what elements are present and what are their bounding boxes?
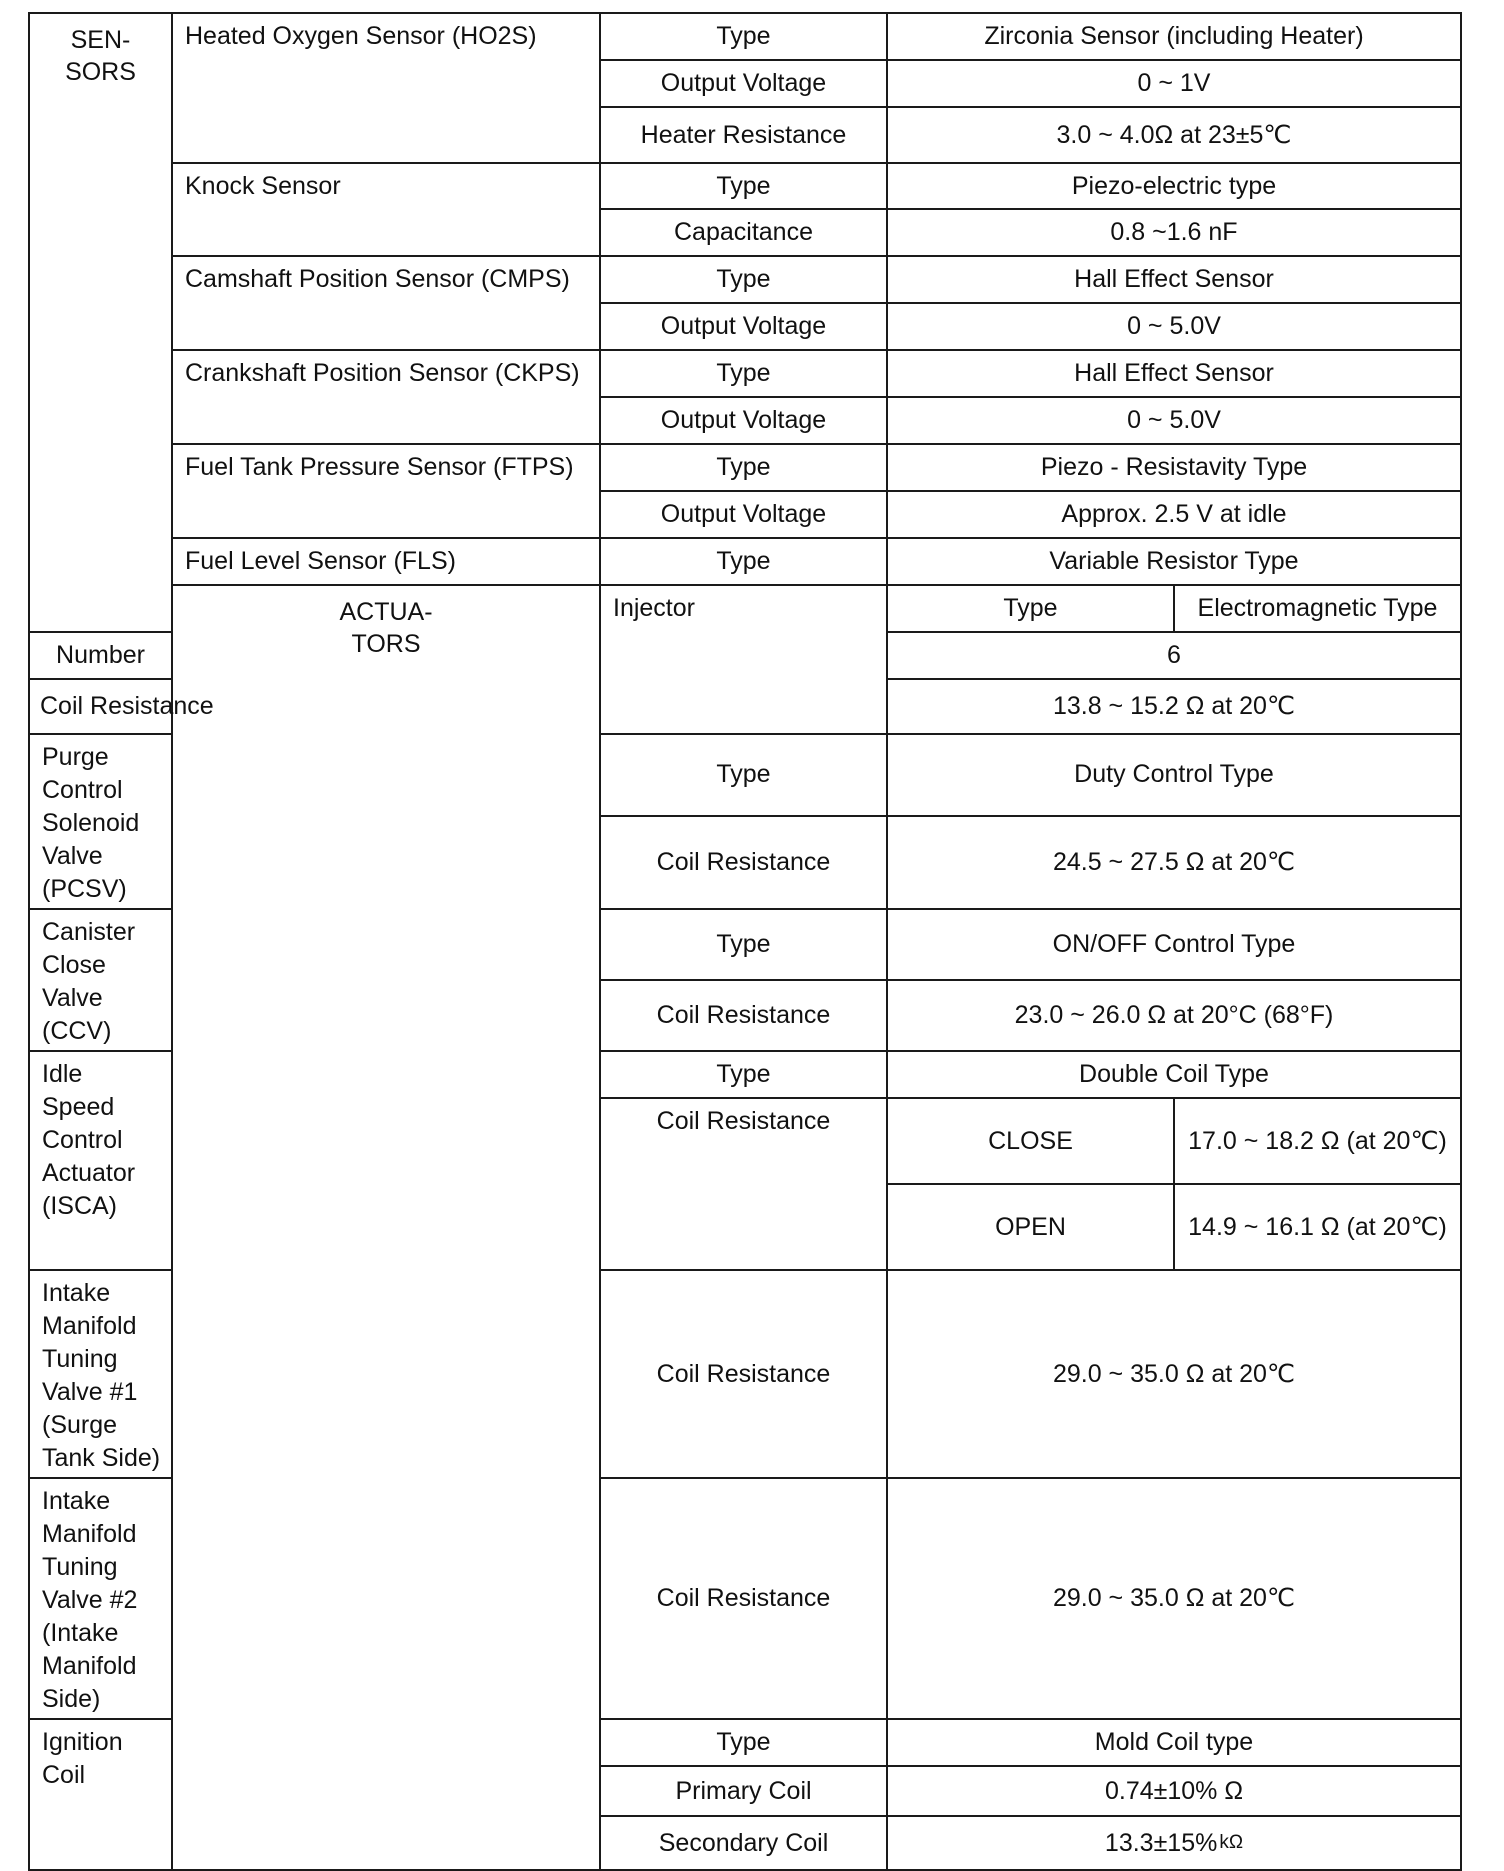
table-row: [29, 256, 1461, 303]
spec-item: Type: [600, 538, 887, 585]
component-name: Fuel Tank Pressure Sensor (FTPS): [172, 444, 600, 538]
spec-item: Type: [600, 444, 887, 491]
spec-item: Coil Resistance: [600, 1270, 887, 1478]
spec-item: Type: [887, 585, 1174, 632]
spec-item: Coil Resistance: [600, 980, 887, 1051]
spec-item: Coil Resistance: [600, 1478, 887, 1719]
spec-item: Output Voltage: [600, 303, 887, 350]
spec-value: Piezo - Resistavity Type: [887, 444, 1461, 491]
table-row: [29, 444, 1461, 491]
spec-item: Coil Resistance: [600, 1098, 887, 1270]
spec-value: 24.5 ~ 27.5 Ω at 20℃: [887, 816, 1461, 909]
spec-value: ON/OFF Control Type: [887, 909, 1461, 980]
spec-item: Type: [600, 1719, 887, 1766]
spec-value: Zirconia Sensor (including Heater): [887, 13, 1461, 60]
component-name: Camshaft Position Sensor (CMPS): [172, 256, 600, 350]
spec-value: Mold Coil type: [887, 1719, 1461, 1766]
table-row: [29, 585, 1461, 632]
component-name: Canister Close Valve (CCV): [29, 909, 172, 1051]
component-name: Intake Manifold Tuning Valve #2 (Intake Manifold Side): [29, 1478, 172, 1719]
coil-sub-label: OPEN: [887, 1184, 1174, 1270]
spec-value: Hall Effect Sensor: [887, 350, 1461, 397]
spec-value: 29.0 ~ 35.0 Ω at 20℃: [887, 1478, 1461, 1719]
spec-item: Type: [600, 13, 887, 60]
coil-sub-value: 14.9 ~ 16.1 Ω (at 20℃): [1174, 1184, 1461, 1270]
spec-value: 0 ~ 5.0V: [887, 397, 1461, 444]
spec-value: [887, 1816, 1461, 1870]
spec-item: Type: [600, 350, 887, 397]
component-name: Ignition Coil: [29, 1719, 172, 1870]
spec-item: Type: [600, 909, 887, 980]
spec-item: Type: [600, 256, 887, 303]
spec-item: Heater Resistance: [600, 107, 887, 163]
component-name: Idle Speed Control Actuator (ISCA): [29, 1051, 172, 1270]
spec-value: Electromagnetic Type: [1174, 585, 1461, 632]
component-name: Purge Control Solenoid Valve (PCSV): [29, 734, 172, 909]
spec-value: 6: [887, 632, 1461, 679]
spec-value: Double Coil Type: [887, 1051, 1461, 1098]
table-row: [29, 13, 1461, 60]
spec-value: 0 ~ 1V: [887, 60, 1461, 107]
spec-item: Output Voltage: [600, 397, 887, 444]
component-name: Injector: [600, 585, 887, 734]
spec-value: Approx. 2.5 V at idle: [887, 491, 1461, 538]
component-name: Fuel Level Sensor (FLS): [172, 538, 600, 585]
spec-value: 0 ~ 5.0V: [887, 303, 1461, 350]
spec-value: 0.74±10% Ω: [887, 1766, 1461, 1816]
spec-item: Type: [600, 1051, 887, 1098]
coil-sub-label: CLOSE: [887, 1098, 1174, 1184]
spec-item: Type: [600, 734, 887, 816]
sensors-group-label: SEN- SORS: [29, 13, 172, 632]
actuators-group-label: ACTUA- TORS: [172, 585, 600, 1870]
table-row: [29, 163, 1461, 209]
component-name: Crankshaft Position Sensor (CKPS): [172, 350, 600, 444]
coil-sub-value: 17.0 ~ 18.2 Ω (at 20℃): [1174, 1098, 1461, 1184]
spec-value: Hall Effect Sensor: [887, 256, 1461, 303]
spec-item: Coil Resistance: [29, 679, 172, 734]
spec-item: Number: [29, 632, 172, 679]
spec-item: Output Voltage: [600, 60, 887, 107]
spec-item: Primary Coil: [600, 1766, 887, 1816]
spec-value: Variable Resistor Type: [887, 538, 1461, 585]
spec-value: 3.0 ~ 4.0Ω at 23±5℃: [887, 107, 1461, 163]
spec-item: Coil Resistance: [600, 816, 887, 909]
spec-value: 23.0 ~ 26.0 Ω at 20°C (68°F): [887, 980, 1461, 1051]
specification-table: [28, 12, 1462, 1871]
component-name: Intake Manifold Tuning Valve #1 (Surge Tank Side): [29, 1270, 172, 1478]
table-row: [29, 538, 1461, 585]
spec-value-unit: kΩ: [1219, 1832, 1244, 1853]
spec-item: Secondary Coil: [600, 1816, 887, 1870]
spec-value: Piezo-electric type: [887, 163, 1461, 209]
spec-value: 0.8 ~1.6 nF: [887, 209, 1461, 256]
spec-value-number: 13.3±15%: [1104, 1829, 1218, 1857]
component-name: Knock Sensor: [172, 163, 600, 256]
spec-value: 29.0 ~ 35.0 Ω at 20℃: [887, 1270, 1461, 1478]
table-row: [29, 350, 1461, 397]
spec-item: Output Voltage: [600, 491, 887, 538]
component-name: Heated Oxygen Sensor (HO2S): [172, 13, 600, 163]
spec-item: Type: [600, 163, 887, 209]
spec-item: Capacitance: [600, 209, 887, 256]
spec-value: 13.8 ~ 15.2 Ω at 20℃: [887, 679, 1461, 734]
spec-value: Duty Control Type: [887, 734, 1461, 816]
